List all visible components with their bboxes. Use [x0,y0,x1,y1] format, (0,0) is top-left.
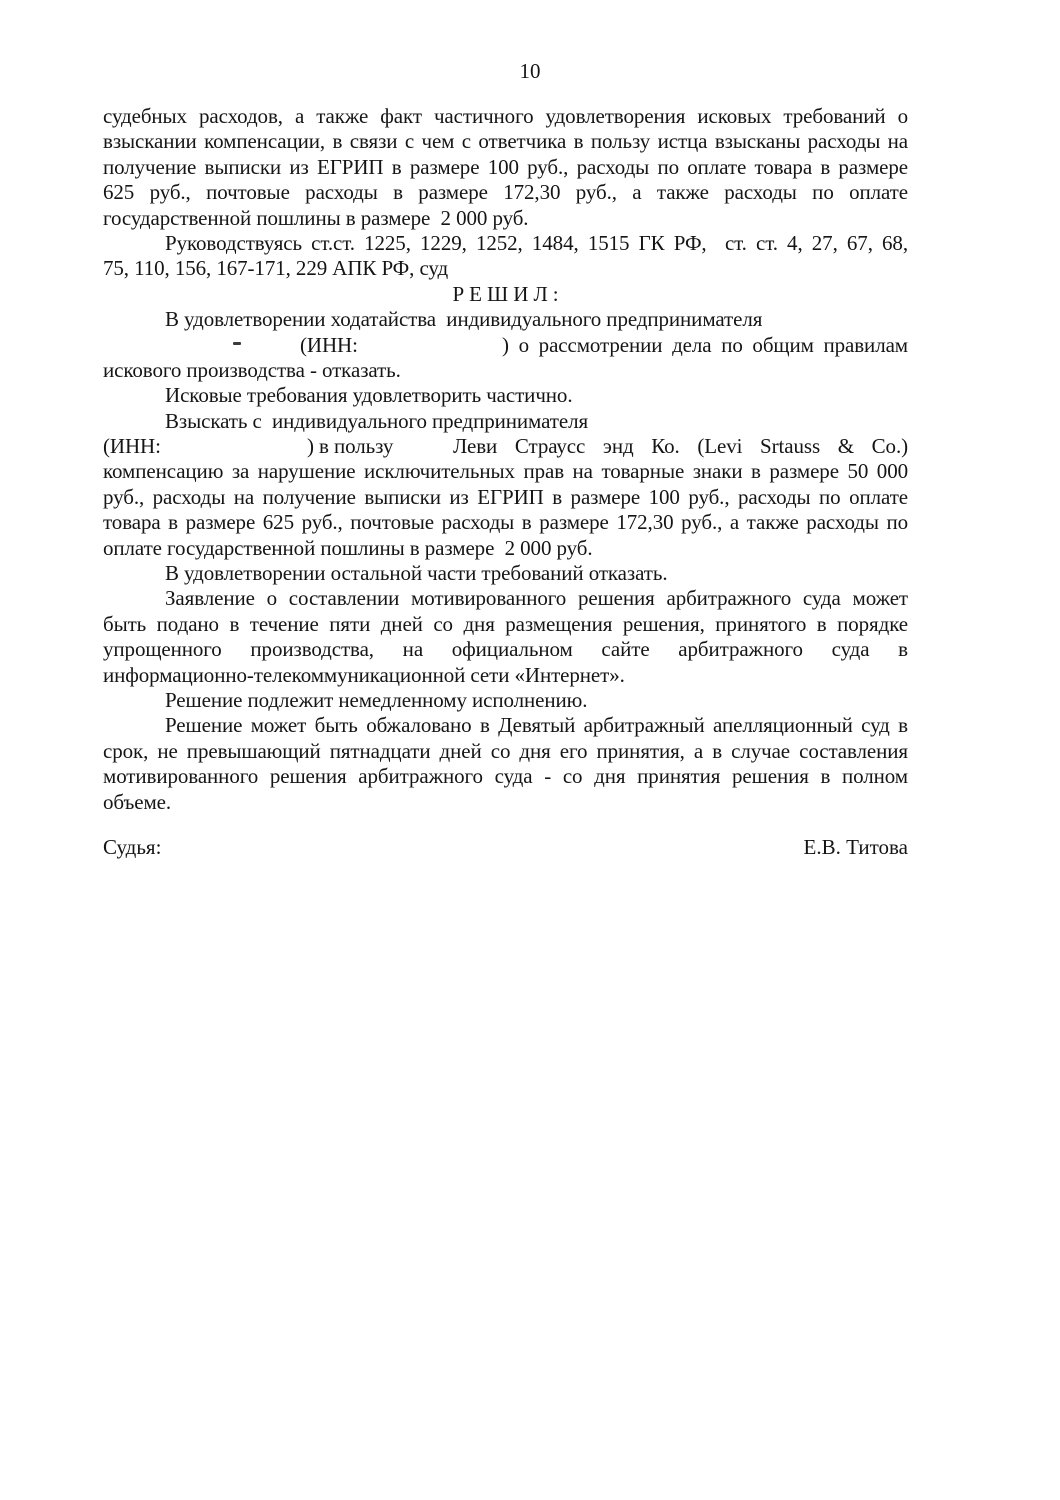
text-line: 625 руб., почтовые расходы в размере 172,30 руб., а также расходы по оплате [103,180,908,205]
text-line: информационно-телекоммуникационной сети «Интернет». [103,662,625,687]
text-line-segment: (ИНН: [300,332,358,357]
text-line-segment: ) о рассмотрении дела по общим правилам [502,332,908,357]
redaction-artifact [233,342,241,345]
page-number: 10 [519,59,541,83]
text-line: В удовлетворении остальной части требований отказать. [165,561,668,586]
text-line: Р Е Ш И Л : [452,281,559,306]
text-line: Заявление о составлении мотивированного решения арбитражного суда может [165,586,908,611]
text-line: мотивированного решения арбитражного суда - со дня принятия решения в полном [103,764,908,789]
text-line: объеме. [103,789,172,814]
text-line: 75, 110, 156, 167-171, 229 АПК РФ, суд [103,256,449,281]
text-line: товара в размере 625 руб., почтовые расходы в размере 172,30 руб., а также расходы по [103,510,908,535]
text-line: В удовлетворении ходатайства индивидуального предпринимателя [165,307,763,332]
text-line: государственной пошлины в размере 2 000 руб. [103,205,529,230]
text-line: руб., расходы на получение выписки из ЕГРИП в размере 100 руб., расходы по оплате [103,484,908,509]
text-line-segment: ) в пользу [307,434,394,459]
judge-name: Е.В. Титова [803,835,908,859]
text-line: упрощенного производства, на официальном сайте арбитражного суда в [103,637,908,662]
text-line [103,434,908,459]
text-line: Решение может быть обжаловано в Девятый арбитражный апелляционный суд в [165,713,908,738]
text-line [103,333,908,358]
text-line: Взыскать с индивидуального предпринимателя [165,408,589,433]
text-line: Исковые требования удовлетворить частично. [165,383,573,408]
text-line: срок, не превышающий пятнадцати дней со дня его принятия, а в случае составления [103,738,908,763]
text-line: оплате государственной пошлины в размере 2 000 руб. [103,535,593,560]
text-line-segment: (ИНН: [103,434,161,459]
text-line: быть подано в течение пяти дней со дня размещения решения, принятого в порядке [103,611,908,636]
text-line: взыскании компенсации, в связи с чем с ответчика в пользу истца взысканы расходы на [103,129,908,154]
text-line: искового производства - отказать. [103,357,401,382]
document-body [103,104,908,815]
signature-label: Судья: [103,835,162,859]
text-line: Руководствуясь ст.ст. 1225, 1229, 1252, 1484, 1515 ГК РФ, ст. ст. 4, 27, 67, 68, [165,230,908,255]
text-line-segment: Леви Страусс энд Ко. (Levi Srtauss & Co.) [453,434,908,459]
text-line: Решение подлежит немедленному исполнению. [165,687,588,712]
text-line: получение выписки из ЕГРИП в размере 100 руб., расходы по оплате товара в размере [103,154,908,179]
text-line: компенсацию за нарушение исключительных прав на товарные знаки в размере 50 000 [103,459,908,484]
text-line: судебных расходов, а также факт частичного удовлетворения исковых требований о [103,104,908,128]
signature-row [103,834,908,860]
